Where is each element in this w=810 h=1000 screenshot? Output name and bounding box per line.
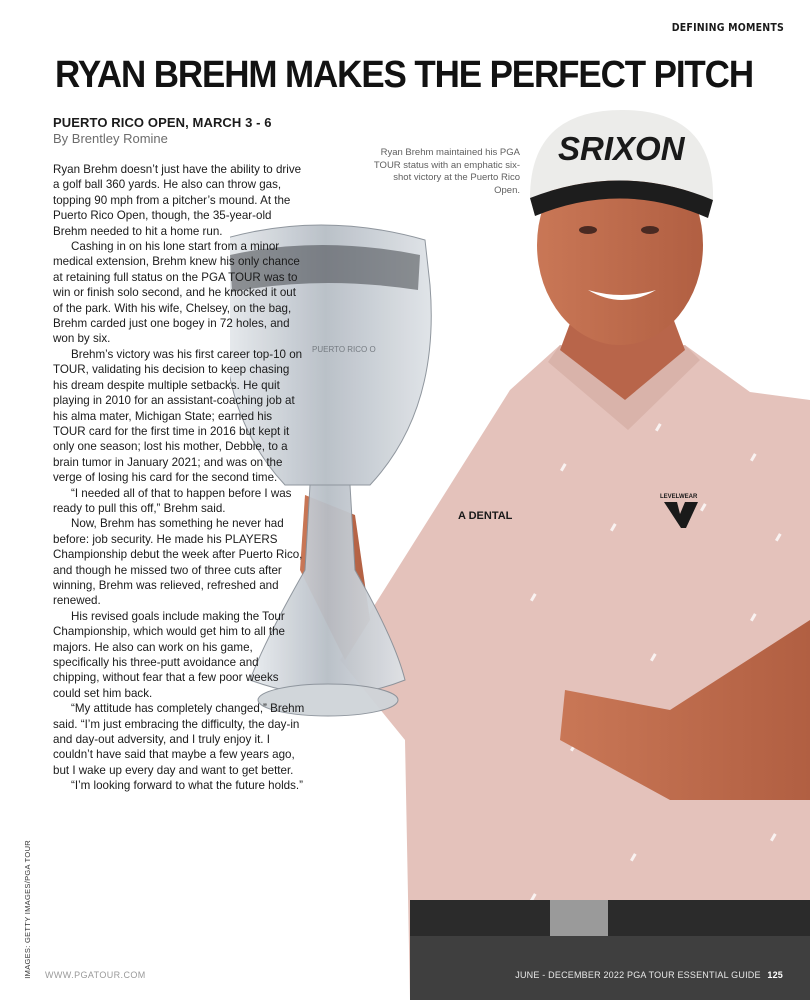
article-paragraph: “I needed all of that to happen before I was ready to pull this off,” Brehm said. bbox=[53, 486, 292, 515]
byline: By Brentley Romine bbox=[53, 131, 168, 146]
trophy-engraving: PUERTO RICO O bbox=[312, 345, 376, 354]
golfer-eye-right bbox=[641, 226, 659, 234]
cap-logo-text: SRIXON bbox=[558, 130, 685, 167]
article-body bbox=[53, 162, 307, 794]
event-line: PUERTO RICO OPEN, MARCH 3 - 6 bbox=[53, 115, 272, 130]
article-paragraph: Now, Brehm has something he never had before: job security. He made his PLAYERS Championship debut the week after Puerto Rico, and though he missed two of three cuts after winning, Brehm was relieved, refreshed and renewed. bbox=[53, 517, 303, 608]
article-paragraph: Cashing in on his lone start from a minor medical extension, Brehm knew his only chance at retaining full status on the PGA TOUR was to win or finish solo second, and he knocked it out of the park. With his wife, Chelsey, on the bag, Brehm carded just one bogey in 72 holes, and won by six. bbox=[53, 240, 300, 346]
page-number: 125 bbox=[767, 970, 783, 980]
golfer-trousers bbox=[410, 936, 810, 1000]
photo-credit: IMAGES: GETTY IMAGES/PGA TOUR bbox=[23, 840, 32, 979]
article-paragraph: His revised goals include making the Tour Championship, which would get him to all the majors. He also can work on his game, specifically his three-putt avoidance and chipping, without fear that a few poor weeks could set him back. bbox=[53, 609, 285, 700]
article-paragraph: “My attitude has completely changed,” Brehm said. “I’m just embracing the difficulty, the day-in and day-out adversity, and I truly enjoy it. I couldn’t have said that maybe a few years ago, but I wake up every day and want to get better. bbox=[53, 702, 305, 777]
footer-publication: PGA TOUR ESSENTIAL GUIDE bbox=[627, 970, 761, 980]
belt-buckle bbox=[550, 900, 608, 938]
section-label: DEFINING MOMENTS bbox=[671, 22, 784, 34]
golfer-belt bbox=[410, 900, 810, 936]
photo-caption: Ryan Brehm maintained his PGA TOUR status with an emphatic six-shot victory at the Puerto Rico Open. bbox=[373, 147, 520, 196]
article-headline: RYAN BREHM MAKES THE PERFECT PITCH bbox=[55, 54, 753, 96]
article-paragraph: Ryan Brehm doesn’t just have the ability to drive a golf ball 360 yards. He also can throw gas, topping 90 mph from a pitcher’s mound. At the Puerto Rico Open, though, the 35-year-old Brehm needed to hit a home run. bbox=[53, 163, 302, 238]
footer-issue: JUNE - DECEMBER 2022 bbox=[515, 970, 625, 980]
footer-website: WWW.PGATOUR.COM bbox=[45, 970, 146, 980]
shirt-sponsor-text: A DENTAL bbox=[458, 510, 513, 522]
footer-publication-info bbox=[515, 970, 783, 980]
shirt-logo-text: LEVELWEAR bbox=[660, 494, 698, 500]
photo-golfer-with-trophy bbox=[230, 100, 810, 1000]
article-paragraph: “I’m looking forward to what the future holds.” bbox=[71, 779, 303, 793]
golfer-eye-left bbox=[579, 226, 597, 234]
article-paragraph: Brehm’s victory was his first career top-10 on TOUR, validating his decision to keep chasing his dream despite multiple setbacks. He quit playing in 2010 for an assistant-coaching job at his alma mater, Michigan State; earned his TOUR card for the first time in 2016 but kept it only one season; lost his mother, Debbie, to a brain tumor in January 2021; and was on the verge of losing his card for the second time. bbox=[53, 347, 303, 485]
